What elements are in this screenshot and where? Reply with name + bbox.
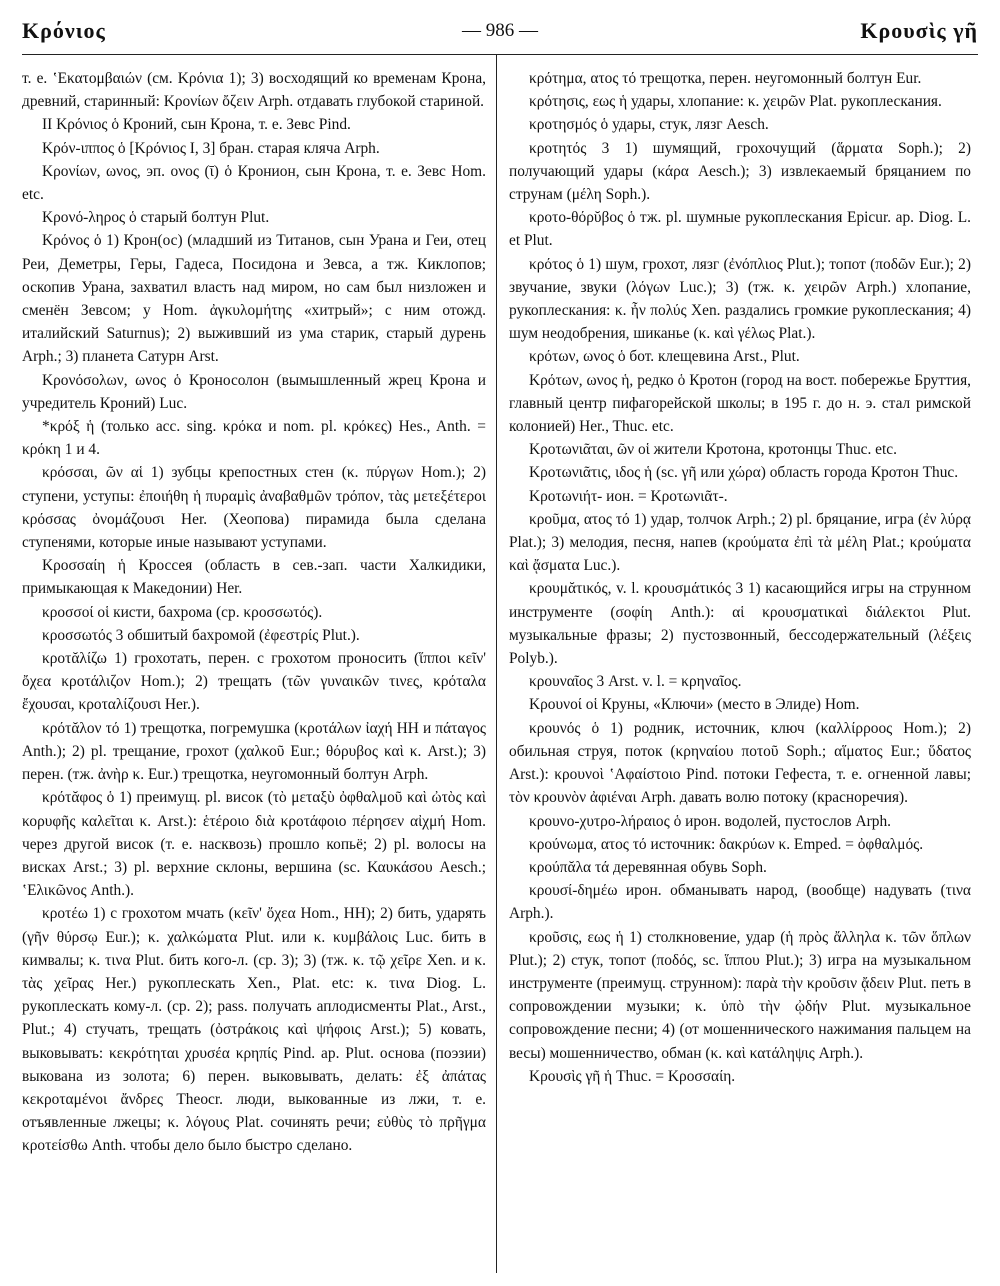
dictionary-entry: II Κρόνιος ὁ Кроний, сын Крона, т. е. Зевс Pind. — [42, 116, 351, 134]
two-column-body — [22, 55, 978, 1273]
dictionary-entry: Κρουσὶς γῆ ἡ Thuc. = Κροσσαίη. — [529, 1067, 736, 1085]
dictionary-entry: т. е. ʽΕκατομβαιών (см. Κρόνια 1); 3) восходящий ко временам Крона, древний, старинный: Κρονίων ὄζειν Arph. отдавать глубокой стариной. — [22, 70, 486, 111]
dictionary-entry: Κροσσαίη ἡ Кроссея (область в сев.-зап. части Халкидики, примыкающая к Македонии) Her. — [22, 557, 486, 598]
dictionary-entry: κροσσωτός 3 обшитый бахромой (ἐφεστρίς Plut.). — [42, 626, 360, 644]
dictionary-entry: κρουναῖος 3 Arst. v. l. = κρηναῖος. — [529, 673, 742, 691]
dictionary-entry: Κροτωνιᾶτις, ιδος ἡ (sc. γῆ или χώρα) область города Кротон Thuc. — [529, 464, 959, 482]
dictionary-entry: Κρονό-ληρος ὁ старый болтун Plut. — [42, 209, 270, 227]
dictionary-entry: κροτο-θόρῠβος ὁ тж. pl. шумные рукоплескания Epicur. ap. Diog. L. et Plut. — [509, 209, 971, 250]
dictionary-entry: κροτησμός ὁ удары, стук, лязг Aesch. — [529, 116, 769, 134]
dictionary-entry: κροῦμα, ατος τό 1) удар, толчок Arph.; 2) pl. бряцание, игра (ἐν λύρᾳ Plat.); 3) мелодия, песня, напев (κρούματα ἐπὶ τὰ μέλη Plat.; κρούματα καὶ ᾄσματα Luc.). — [509, 510, 971, 575]
dictionary-entry: κρουνο-χυτρο-λήραιος ὁ ирон. водолей, пустослов Arph. — [529, 812, 892, 830]
dictionary-entry: κρουσί-δημέω ирон. обманывать народ, (вообще) надувать (τινα Arph.). — [509, 882, 971, 923]
left-column — [22, 55, 496, 1273]
dictionary-entry: κροῦσις, εως ἡ 1) столкновение, удар (ἡ πρὸς ἄλληλα κ. τῶν ὅπλων Plut.); 2) стук, топот (ποδός, sc. ἵππου Plut.); 3) игра на музыкальном инструменте (преимущ. струнном): παρὰ τὴν κροῦσιν ᾄδειν Plut. петь в сопровождении музыки; κ. ὑπὸ τὴν ᾠδήν Plut. музыкальное сопровождение песни; 4) (от мошеннического нажимания пальцем на весы) мошенничество, обман (κ. καὶ κατάληψις Arph.). — [509, 928, 971, 1062]
dictionary-entry: κρότων, ωνος ὁ бот. клещевина Arst., Plut. — [529, 348, 800, 366]
dictionary-entry: κρότησις, εως ἡ удары, хлопание: κ. χειρῶν Plat. рукоплескания. — [529, 93, 942, 111]
dictionary-entry: κροτητός 3 1) шумящий, грохочущий (ἅρματα Soph.); 2) получающий удары (κάρα Aesch.); 3) извлекаемый бряцанием по струнам (μέλη Soph.). — [509, 139, 971, 204]
dictionary-entry: κροτέω 1) с грохотом мчать (κεῖν' ὄχεα Hom., HH); 2) бить, ударять (γῆν θύρσῳ Eur.); κ. χαλκώματα Plut. или κ. κυμβάλοις Luc. бить в кимвалы; κ. τινα Plut. бить кого-л. (ср. 3); 3) (тж. κ. τῷ χεῖρε Xen. и κ. τὰς χεῖρας Her.) рукоплескать Xen., Plat. etc: κ. τινα Diog. L. рукоплескать кому-л. (ср. 2); pass. получать аплодисменты Plat., Arst., Plut.; 4) стучать, трещать (ὀστράκοις καὶ ψήφοις Arst.); 5) ковать, выковывать: κεκρότηται χρυσέα κρηπίς Pind. ap. Plut. основа (поэзии) выкована из золота; 6) перен. выковывать, делать: ἐξ ἀπάτας κεκροταμένοι ἄνδρες Theocr. люди, выкованные из лжи, т. е. отъявленные лжецы; κ. λόγους Plat. сочинять речи; εὐθὺς τὸ πρῆγμα κροτείσθω Anth. чтобы дело было быстро сделано. — [22, 905, 486, 1155]
dictionary-entry: κρουμᾰτικός, v. l. κρουσμάτικός 3 1) касающийся игры на струнном инструменте (σοφίη Anth.): αἱ κρουσματικαὶ διάλεκτοι Plut. музыкальные фразы; 2) пустозвонный, бессодержательный (λέξεις Polyb.). — [509, 580, 971, 668]
right-running-head: Κρουσὶς γῆ — [860, 18, 978, 43]
dictionary-entry: κρότᾰφος ὁ 1) преимущ. pl. висок (τὸ μεταξὺ ὀφθαλμοῦ καὶ ὠτὸς καὶ κορυφῆς καλεῖται κ. Arst.): ἑτέροιο διὰ κροτάφοιο πέρησεν αἰχμή Hom. через другой висок (т. е. насквозь) прошло копьё; 2) pl. волосы на висках Arst.; 3) pl. верхние склоны, вершина (sc. Καυκάσου Aesch.; ʽΕλικῶνος Anth.). — [22, 789, 486, 900]
dictionary-entry: κρότᾰλον τό 1) трещотка, погремушка (κροτάλων ἰαχή HH и πάταγος Anth.); 2) pl. трещание, грохот (χαλκοῦ Eur.; θόρυβος καὶ κ. Arst.); 3) перен. (тж. ἀνὴρ κ. Eur.) трещотка, неугомонный болтун Arph. — [22, 719, 486, 784]
dictionary-entry: κροσσοί οἱ кисти, бахрома (ср. κροσσωτός). — [42, 603, 323, 621]
page-header — [22, 10, 978, 55]
dictionary-entry: Κρότων, ωνος ἡ, редко ὁ Кротон (город на вост. побережье Бруттия, главный центр пифагорейской школы; в 195 г. до н. э. стал римской колонией) Her., Thuc. etc. — [509, 371, 971, 436]
dictionary-entry: Κρόνος ὁ 1) Крон(ос) (младший из Титанов, сын Урана и Геи, отец Реи, Деметры, Геры, Гадеса, Посидона и Зевса, а тж. Киклопов; оскопив Урана, захватил власть над миром, но сам был низложен и сменён Зевсом; у Hom. ἀγκυλομήτης «хитрый»; с ним отожд. италийский Saturnus); 2) выживший из ума старик, старый дурень Arph.; 3) планета Сатурн Arst. — [22, 232, 486, 366]
dictionary-entry: κροτᾰλίζω 1) грохотать, перен. с грохотом проносить (ἵπποι κεῖν' ὄχεα κροτάλιζον Hom.); 2) трещать (τῶν γυναικῶν τινες, κρόταλα ἔχουσαι, κροταλίζουσι Her.). — [22, 650, 486, 714]
dictionary-entry: κρόσσαι, ῶν αἱ 1) зубцы крепостных стен (κ. πύργων Hom.); 2) ступени, уступы: ἐποιήθη ἡ πυραμὶς ἀναβαθμῶν τρόπον, τὰς μετεξέτεροι κρόσσας ὀνομάζουσι Her. (Хеопова) пирамида была сделана ступенями, которые иные называют уступами. — [22, 464, 486, 552]
dictionary-entry: Κρουνοί οἱ Круны, «Ключи» (место в Элиде) Hom. — [529, 696, 860, 714]
right-column — [497, 55, 971, 1273]
dictionary-entry: κρουνός ὁ 1) родник, источник, ключ (καλλίρροος Hom.); 2) обильная струя, поток (κρηναίου ποτοῦ Soph.; αἵματος Eur.; ὕδατος Arst.): κρουνοὶ ʽΑφαίστοιο Pind. потоки Гефеста, т. е. огненной лавы; τὸν κρουνὸν ἀφιέναι Arph. давать волю потоку (красноречия). — [509, 719, 971, 807]
dictionary-entry: κρούπᾰλα τά деревянная обувь Soph. — [529, 858, 767, 876]
dictionary-entry: Κροτωνιᾶται, ῶν οἱ жители Кротона, кротонцы Thuc. etc. — [529, 441, 897, 459]
dictionary-entry: Κροτωνιήτ- ион. = Κροτωνιᾶτ-. — [529, 487, 728, 505]
dictionary-entry: Κρόν-ιππος ὁ [Κρόνιος I, 3] бран. старая кляча Arph. — [42, 139, 380, 157]
dictionary-entry: κρότημα, ατος τό трещотка, перен. неугомонный болтун Eur. — [529, 70, 922, 87]
dictionary-entry: *κρόξ ἡ (только acc. sing. κρόκα и nom. pl. κρόκες) Hes., Anth. = κρόκη 1 и 4. — [22, 418, 486, 459]
page-number: — 986 — — [462, 20, 538, 41]
dictionary-entry: κρότος ὁ 1) шум, грохот, лязг (ἐνόπλιος Plut.); топот (ποδῶν Eur.); 2) звучание, звуки (λόγων Luc.); 3) (тж. κ. χειρῶν Arph.) хлопание, рукоплескания: κ. ἦν πολύς Xen. раздались громкие рукоплескания; 4) шум неодобрения, шиканье (κ. καὶ γέλως Plat.). — [509, 255, 971, 343]
dictionary-entry: κρούνωμα, ατος τό источник: δακρύων κ. Emped. = ὀφθαλμός. — [529, 835, 924, 853]
dictionary-entry: Κρονίων, ωνος, эп. ονος (ῑ) ὁ Кронион, сын Крона, т. е. Зевс Hom. etc. — [22, 162, 486, 204]
left-running-head: Κρόνιος — [22, 18, 106, 43]
dictionary-entry: Κρονόσολων, ωνος ὁ Кроносолон (вымышленный жрец Крона и учредитель Кроний) Luc. — [22, 371, 486, 412]
